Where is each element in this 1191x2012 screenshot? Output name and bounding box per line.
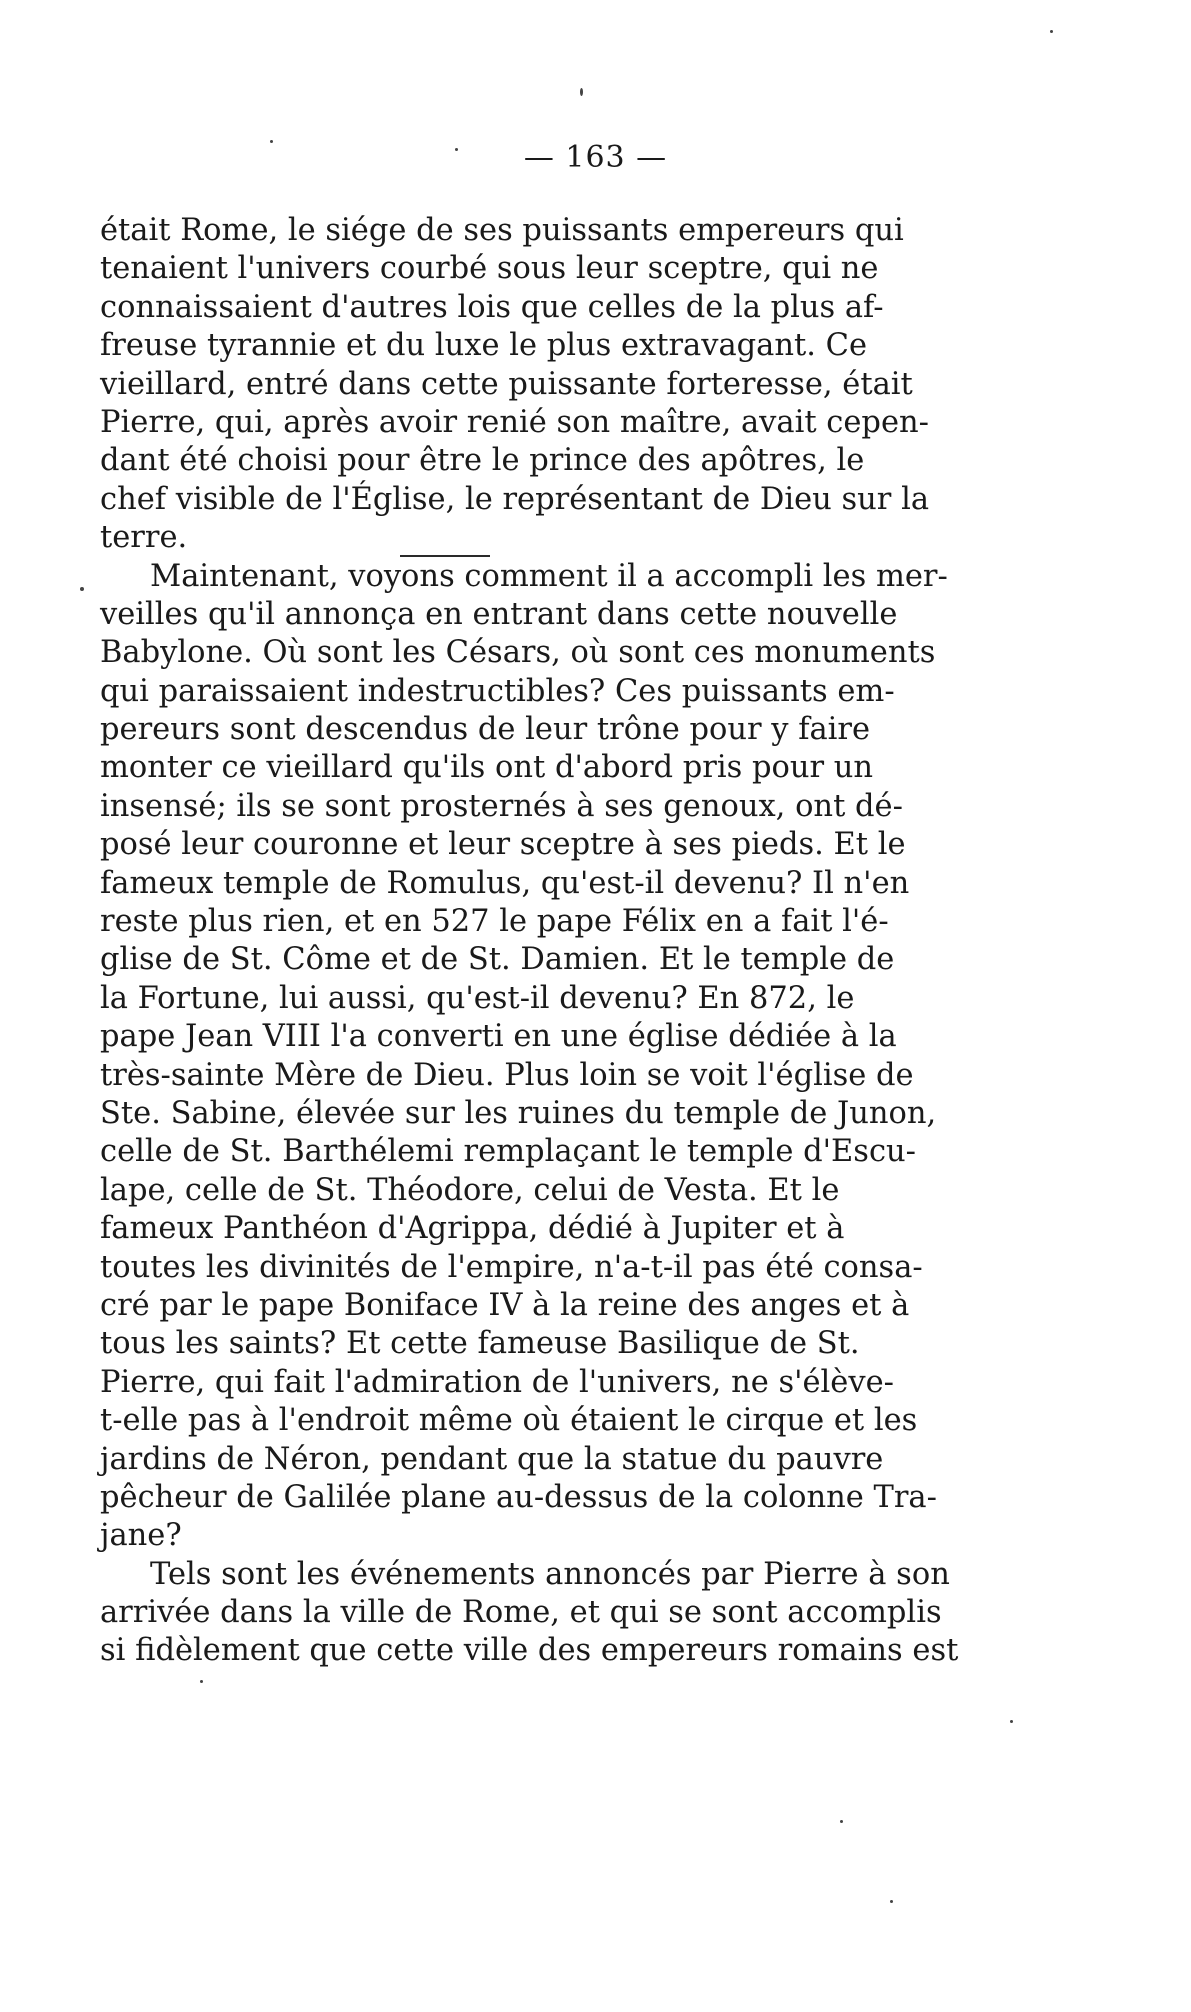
- text-line: pape Jean VIII l'a converti en une église dédiée à la: [100, 1019, 897, 1055]
- text-line: toutes les divinités de l'empire, n'a-t-il pas été consa-: [100, 1249, 923, 1285]
- scan-speck: [840, 1820, 843, 1823]
- text-line: tenaient l'univers courbé sous leur sceptre, qui ne: [100, 251, 879, 287]
- text-line: jane?: [100, 1518, 182, 1554]
- scan-speck: [580, 88, 583, 96]
- scan-speck: [455, 148, 458, 151]
- text-line: celle de St. Barthélemi remplaçant le temple d'Escu-: [100, 1134, 916, 1170]
- text-line: chef visible de l'Église, le représentant de Dieu sur la: [100, 481, 930, 517]
- text-line: cré par le pape Boniface IV à la reine des anges et à: [100, 1287, 910, 1323]
- text-line: monter ce vieillard qu'ils ont d'abord pris pour un: [100, 750, 874, 786]
- body-text: [100, 212, 1000, 1671]
- scan-speck: [270, 140, 273, 143]
- text-line: lape, celle de St. Théodore, celui de Vesta. Et le: [100, 1172, 840, 1208]
- text-line: tous les saints? Et cette fameuse Basilique de St.: [100, 1326, 860, 1362]
- text-line: freuse tyrannie et du luxe le plus extravagant. Ce: [100, 328, 868, 364]
- text-line: glise de St. Côme et de St. Damien. Et le temple de: [100, 942, 895, 978]
- text-line: connaissaient d'autres lois que celles de la plus af-: [100, 289, 884, 325]
- text-line: terre.: [100, 520, 188, 556]
- text-line: Tels sont les événements annoncés par Pierre à son: [150, 1556, 950, 1592]
- text-line: Pierre, qui, après avoir renié son maître, avait cepen-: [100, 404, 929, 440]
- text-line: reste plus rien, et en 527 le pape Félix en a fait l'é-: [100, 904, 889, 940]
- text-line: fameux Panthéon d'Agrippa, dédié à Jupiter et à: [100, 1211, 845, 1247]
- scan-speck: [80, 587, 84, 591]
- text-line: la Fortune, lui aussi, qu'est-il devenu? En 872, le: [100, 980, 855, 1016]
- text-line: Pierre, qui fait l'admiration de l'univers, ne s'élève-: [100, 1364, 894, 1400]
- text-line: arrivée dans la ville de Rome, et qui se sont accomplis: [100, 1595, 942, 1631]
- text-line: très-sainte Mère de Dieu. Plus loin se voit l'église de: [100, 1057, 914, 1093]
- separator-rule: [400, 555, 490, 557]
- text-line: pereurs sont descendus de leur trône pour y faire: [100, 712, 871, 748]
- scan-speck: [890, 1900, 893, 1903]
- text-line: Babylone. Où sont les Césars, où sont ces monuments: [100, 635, 936, 671]
- text-line: insensé; ils se sont prosternés à ses genoux, ont dé-: [100, 788, 903, 824]
- text-line: vieillard, entré dans cette puissante forteresse, était: [100, 366, 913, 402]
- text-line: dant été choisi pour être le prince des apôtres, le: [100, 443, 865, 479]
- scan-speck: [1050, 30, 1053, 33]
- text-line: pêcheur de Galilée plane au-dessus de la colonne Tra-: [100, 1479, 937, 1515]
- text-line: était Rome, le siége de ses puissants empereurs qui: [100, 213, 904, 248]
- text-line: qui paraissaient indestructibles? Ces puissants em-: [100, 673, 895, 709]
- text-line: Maintenant, voyons comment il a accompli les mer-: [150, 558, 948, 594]
- text-line: fameux temple de Romulus, qu'est-il devenu? Il n'en: [100, 865, 910, 901]
- scan-speck: [1010, 1720, 1013, 1723]
- text-line: si fidèlement que cette ville des empereurs romains est: [100, 1633, 959, 1669]
- text-line: posé leur couronne et leur sceptre à ses pieds. Et le: [100, 827, 906, 863]
- text-line: t-elle pas à l'endroit même où étaient le cirque et les: [100, 1403, 918, 1439]
- page-number: — 163 —: [523, 140, 668, 175]
- text-line: jardins de Néron, pendant que la statue du pauvre: [100, 1441, 884, 1477]
- scan-speck: [200, 1680, 203, 1683]
- text-line: veilles qu'il annonça en entrant dans cette nouvelle: [100, 596, 898, 632]
- text-line: Ste. Sabine, élevée sur les ruines du temple de Junon,: [100, 1095, 937, 1131]
